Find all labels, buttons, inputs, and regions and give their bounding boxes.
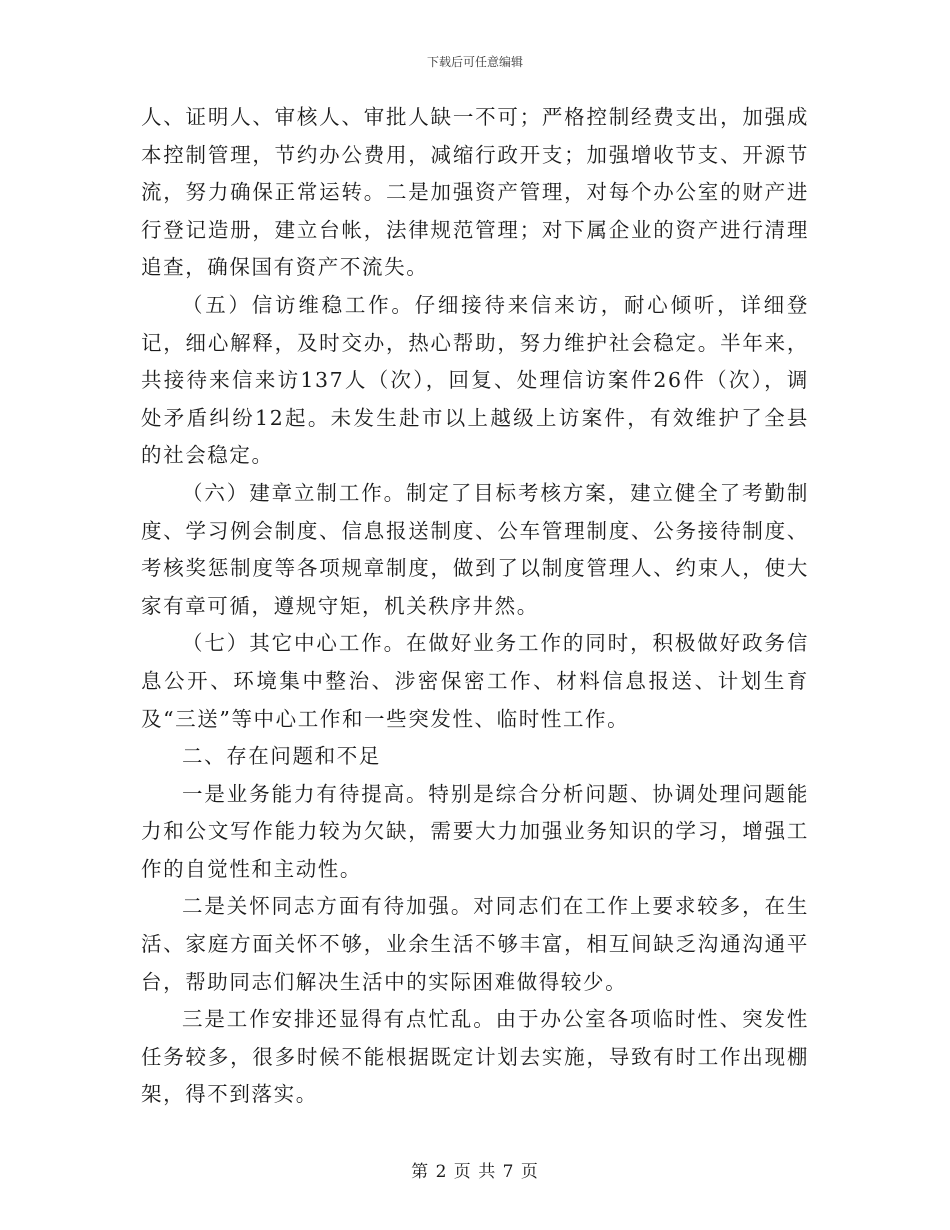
paragraph-problem-three: 三是工作安排还显得有点忙乱。由于办公室各项临时性、突发性任务较多，很多时候不能根据既定计划去实施，导致有时工作出现棚架，得不到落实。	[141, 1007, 809, 1107]
page-number: 第 2 页 共 7 页	[411, 1162, 539, 1182]
paragraph-petition-stability: （五）信访维稳工作。仔细接待来信来访，耐心倾听，详细登记，细心解释，及时交办，热心帮助，努力维护社会稳定。半年来，共接待来信来访137人（次），回复、处理信访案件26件（次），调处矛盾纠纷12起。未发生赴市以上越级上访案件，有效维护了全县的社会稳定。	[141, 292, 809, 468]
paragraph-rules-system: （六）建章立制工作。制定了目标考核方案，建立健全了考勤制度、学习例会制度、信息报送制度、公车管理制度、公务接待制度、考核奖惩制度等各项规章制度，做到了以制度管理人、约束人，使大家有章可循，遵规守矩，机关秩序井然。	[141, 480, 809, 618]
document-body	[141, 99, 809, 1114]
paragraph-problem-one: 一是业务能力有待提高。特别是综合分析问题、协调处理问题能力和公文写作能力较为欠缺，需要大力加强业务知识的学习，增强工作的自觉性和主动性。	[141, 781, 809, 881]
section-heading-problems: 二、存在问题和不足	[182, 744, 381, 769]
page-header: 下载后可任意编辑	[426, 55, 523, 69]
paragraph-other-work: （七）其它中心工作。在做好业务工作的同时，积极做好政务信息公开、环境集中整治、涉密保密工作、材料信息报送、计划生育及“三送”等中心工作和一些突发性、临时性工作。	[141, 631, 809, 731]
paragraph-continuation: 人、证明人、审核人、审批人缺一不可；严格控制经费支出，加强成本控制管理，节约办公费用，减缩行政开支；加强增收节支、开源节流，努力确保正常运转。二是加强资产管理，对每个办公室的财产进行登记造册，建立台帐，法律规范管理；对下属企业的资产进行清理追查，确保国有资产不流失。	[141, 105, 809, 280]
paragraph-problem-two: 二是关怀同志方面有待加强。对同志们在工作上要求较多，在生活、家庭方面关怀不够，业余生活不够丰富，相互间缺乏沟通沟通平台，帮助同志们解决生活中的实际困难做得较少。	[141, 894, 809, 994]
page-footer	[0, 1157, 950, 1182]
